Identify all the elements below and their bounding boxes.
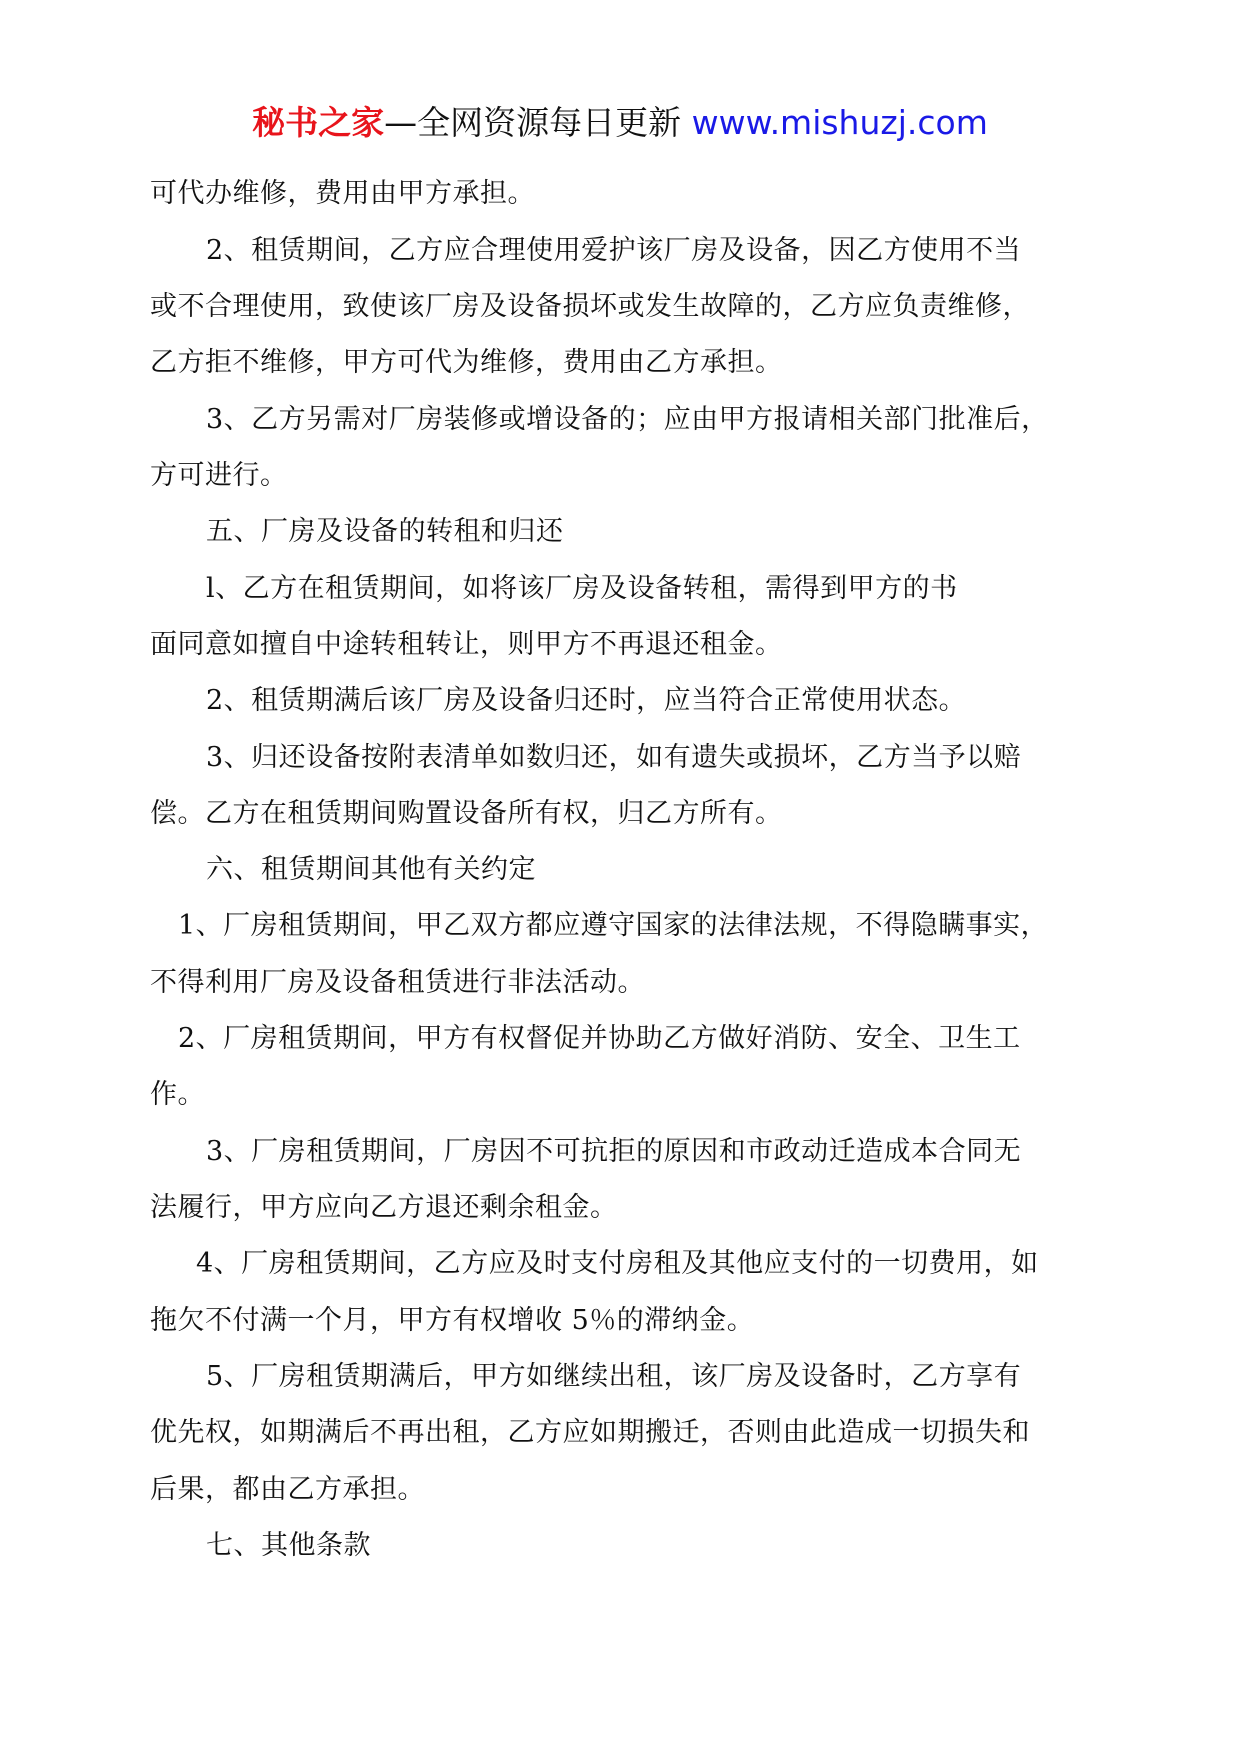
body-line: 偿。乙方在租赁期间购置设备所有权，归乙方所有。 — [150, 798, 783, 829]
body-line: 2、厂房租赁期间，甲方有权督促并协助乙方做好消防、安全、卫生工 — [178, 1023, 1021, 1054]
body-line: 或不合理使用，致使该厂房及设备损坏或发生故障的，乙方应负责维修， — [150, 291, 1030, 322]
body-line: 作。 — [150, 1079, 205, 1110]
body-line: 面同意如擅自中途转租转让，则甲方不再退还租金。 — [150, 629, 783, 660]
header-tagline: —全网资源每日更新 — [384, 103, 682, 142]
body-line: 3、归还设备按附表清单如数归还，如有遗失或损坏，乙方当予以赔 — [206, 742, 1022, 773]
body-line: 5、厂房租赁期满后，甲方如继续出租，该厂房及设备时，乙方享有 — [206, 1361, 1022, 1392]
body-line: 优先权，如期满后不再出租，乙方应如期搬迁，否则由此造成一切损失和 — [150, 1417, 1030, 1448]
body-line: 后果，都由乙方承担。 — [150, 1474, 425, 1505]
body-line: 可代办维修，费用由甲方承担。 — [150, 178, 535, 209]
body-line: l、乙方在租赁期间，如将该厂房及设备转租，需得到甲方的书 — [206, 573, 958, 604]
section-heading: 七、其他条款 — [206, 1530, 371, 1561]
body-line: 2、租赁期间，乙方应合理使用爱护该厂房及设备，因乙方使用不当 — [206, 235, 1022, 266]
header-url-link[interactable]: www.mishuzj.com — [691, 103, 988, 142]
body-line: 乙方拒不维修，甲方可代为维修，费用由乙方承担。 — [150, 347, 783, 378]
body-line: 1、厂房租赁期间，甲乙双方都应遵守国家的法律法规，不得隐瞒事实， — [178, 910, 1049, 941]
body-line: 法履行，甲方应向乙方退还剩余租金。 — [150, 1192, 618, 1223]
section-heading: 五、厂房及设备的转租和归还 — [206, 516, 564, 547]
section-heading: 六、租赁期间其他有关约定 — [206, 854, 536, 885]
header-brand: 秘书之家 — [252, 103, 385, 142]
body-line: 3、厂房租赁期间，厂房因不可抗拒的原因和市政动迁造成本合同无 — [206, 1136, 1022, 1167]
body-line: 方可进行。 — [150, 460, 288, 491]
body-line: 4、厂房租赁期间，乙方应及时支付房租及其他应支付的一切费用，如 — [196, 1248, 1039, 1279]
body-line: 2、租赁期满后该厂房及设备归还时，应当符合正常使用状态。 — [206, 685, 967, 716]
body-line: 不得利用厂房及设备租赁进行非法活动。 — [150, 967, 645, 998]
site-header — [0, 98, 1240, 148]
body-line: 拖欠不付满一个月，甲方有权增收 5％的滞纳金。 — [150, 1305, 755, 1336]
body-line: 3、乙方另需对厂房装修或增设备的；应由甲方报请相关部门批准后， — [206, 404, 1049, 435]
